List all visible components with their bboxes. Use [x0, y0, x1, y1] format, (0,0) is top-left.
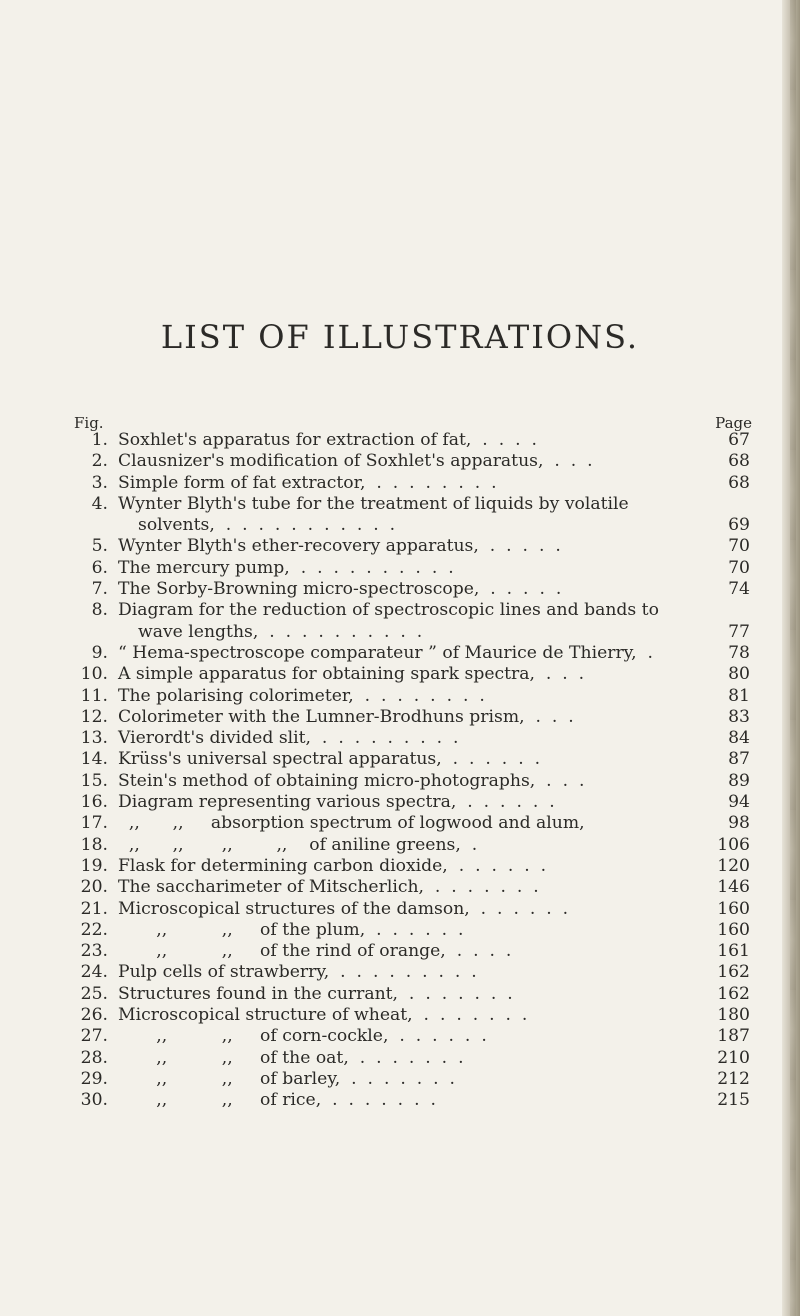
- figure-number: 20.: [80, 877, 108, 898]
- figure-number: 16.: [80, 792, 108, 813]
- figure-caption: Flask for determining carbon dioxide, . . . . . .: [118, 855, 547, 876]
- figure-caption: ,, ,, of rice, . . . . . . .: [118, 1090, 436, 1111]
- figure-number: 26.: [80, 1005, 108, 1026]
- page-number: 87: [728, 749, 750, 770]
- list-item: [74, 984, 750, 1005]
- figure-caption: Stein's method of obtaining micro-photographs, . . .: [118, 770, 585, 791]
- book-page-edge: [782, 0, 800, 1316]
- list-item: [74, 536, 750, 557]
- figure-number: 3.: [91, 472, 108, 493]
- figure-caption: The Sorby-Browning micro-spectroscope, . . . . .: [118, 579, 562, 600]
- figure-number: 27.: [80, 1026, 108, 1047]
- figure-caption: Krüss's universal spectral apparatus, . . . . . .: [118, 749, 541, 770]
- list-item: [74, 686, 750, 707]
- figure-number: 14.: [80, 749, 108, 770]
- figure-caption: Pulp cells of strawberry, . . . . . . . . .: [118, 962, 477, 983]
- figure-caption: Diagram for the reduction of spectroscopic lines and bands to: [118, 600, 659, 621]
- figure-number: 18.: [80, 834, 108, 855]
- page-number: 78: [728, 642, 750, 663]
- page-number: 84: [728, 728, 750, 749]
- page-number: 83: [728, 706, 750, 727]
- fig-column-header: Fig.: [74, 414, 104, 432]
- list-item: [74, 835, 750, 856]
- page-number: 74: [728, 579, 750, 600]
- page-number: 89: [728, 770, 750, 791]
- list-item: [74, 600, 750, 643]
- page-number: 215: [717, 1090, 750, 1111]
- figure-number: 28.: [80, 1047, 108, 1068]
- page-number: 161: [717, 941, 750, 962]
- list-item: [74, 473, 750, 494]
- figure-number: 24.: [80, 962, 108, 983]
- list-item: [74, 664, 750, 685]
- figure-caption: A simple apparatus for obtaining spark spectra, . . .: [118, 664, 585, 685]
- page-number: 162: [717, 962, 750, 983]
- figure-caption: The saccharimeter of Mitscherlich, . . . . . . .: [118, 877, 539, 898]
- illustrations-list: [74, 430, 750, 1112]
- figure-number: 23.: [80, 941, 108, 962]
- page-number: 160: [717, 898, 750, 919]
- page-column-header: Page: [715, 414, 752, 432]
- figure-caption: The mercury pump, . . . . . . . . . .: [118, 557, 454, 578]
- figure-number: 2.: [91, 451, 108, 472]
- figure-caption: ,, ,, absorption spectrum of logwood and alum,: [118, 813, 585, 834]
- list-item: [74, 877, 750, 898]
- list-item: [74, 920, 750, 941]
- figure-caption-continued: solvents, . . . . . . . . . . .: [138, 515, 396, 536]
- page-number: 81: [728, 685, 750, 706]
- figure-number: 12.: [80, 706, 108, 727]
- list-item: [74, 899, 750, 920]
- figure-number: 15.: [80, 770, 108, 791]
- figure-caption: ,, ,, ,, ,, of aniline greens, .: [118, 834, 478, 855]
- page-number: 210: [717, 1047, 750, 1068]
- list-item: [74, 792, 750, 813]
- figure-number: 4.: [91, 493, 108, 514]
- list-item: [74, 749, 750, 770]
- figure-number: 13.: [80, 728, 108, 749]
- figure-number: 17.: [80, 813, 108, 834]
- figure-number: 10.: [80, 664, 108, 685]
- figure-caption: Colorimeter with the Lumner-Brodhuns prism, . . .: [118, 706, 574, 727]
- page-number: 70: [728, 536, 750, 557]
- list-item: [74, 558, 750, 579]
- list-item: [74, 430, 750, 451]
- figure-number: 21.: [80, 898, 108, 919]
- list-item: [74, 856, 750, 877]
- list-item: [74, 451, 750, 472]
- page-number: 67: [728, 430, 750, 450]
- page-number: 160: [717, 919, 750, 940]
- figure-caption: Microscopical structures of the damson, . . . . . .: [118, 898, 569, 919]
- list-item: [74, 707, 750, 728]
- figure-number: 19.: [80, 855, 108, 876]
- list-item: [74, 494, 750, 537]
- page-number: 187: [717, 1026, 750, 1047]
- figure-number: 25.: [80, 983, 108, 1004]
- figure-number: 6.: [91, 557, 108, 578]
- figure-caption: “ Hema-spectroscope comparateur ” of Maurice de Thierry, .: [118, 642, 653, 663]
- figure-caption-continued: wave lengths, . . . . . . . . . .: [138, 621, 423, 642]
- figure-caption: ,, ,, of the plum, . . . . . .: [118, 919, 464, 940]
- page-title: LIST OF ILLUSTRATIONS.: [160, 318, 640, 356]
- list-item: [74, 728, 750, 749]
- figure-number: 8.: [91, 600, 108, 621]
- figure-number: 1.: [91, 430, 108, 450]
- page-number: 180: [717, 1005, 750, 1026]
- list-item: [74, 962, 750, 983]
- figure-caption: Wynter Blyth's tube for the treatment of liquids by volatile: [118, 493, 629, 514]
- list-item: [74, 813, 750, 834]
- figure-number: 7.: [91, 579, 108, 600]
- figure-caption: Vierordt's divided slit, . . . . . . . . .: [118, 728, 459, 749]
- figure-number: 11.: [80, 685, 108, 706]
- figure-caption: ,, ,, of the oat, . . . . . . .: [118, 1047, 464, 1068]
- figure-number: 30.: [80, 1090, 108, 1111]
- page-number: 106: [717, 834, 750, 855]
- figure-number: 22.: [80, 919, 108, 940]
- list-item: [74, 1048, 750, 1069]
- list-item: [74, 1005, 750, 1026]
- page-number: 120: [717, 855, 750, 876]
- page-number: 98: [728, 813, 750, 834]
- page-number: 146: [717, 877, 750, 898]
- page-number: 68: [728, 472, 750, 493]
- page-number: 70: [728, 557, 750, 578]
- list-item: [74, 1026, 750, 1047]
- figure-caption: Soxhlet's apparatus for extraction of fat, . . . .: [118, 430, 537, 450]
- page-number: 94: [728, 792, 750, 813]
- figure-caption: Microscopical structure of wheat, . . . . . . .: [118, 1005, 528, 1026]
- list-item: [74, 771, 750, 792]
- page-number: 162: [717, 983, 750, 1004]
- figure-caption: Wynter Blyth's ether-recovery apparatus, . . . . .: [118, 536, 561, 557]
- figure-caption: ,, ,, of corn-cockle, . . . . . .: [118, 1026, 487, 1047]
- figure-caption: Structures found in the currant, . . . . . . .: [118, 983, 513, 1004]
- figure-caption: Diagram representing various spectra, . . . . . .: [118, 792, 555, 813]
- figure-number: 29.: [80, 1068, 108, 1089]
- page-number: 212: [717, 1068, 750, 1089]
- figure-number: 9.: [91, 642, 108, 663]
- page-number: 77: [728, 621, 750, 642]
- page-number: 80: [728, 664, 750, 685]
- page-number: 68: [728, 451, 750, 472]
- figure-number: 5.: [91, 536, 108, 557]
- list-item: [74, 941, 750, 962]
- list-item: [74, 643, 750, 664]
- figure-caption: Clausnizer's modification of Soxhlet's apparatus, . . .: [118, 451, 593, 472]
- figure-caption: The polarising colorimeter, . . . . . . . .: [118, 685, 485, 706]
- figure-caption: ,, ,, of barley, . . . . . . .: [118, 1068, 455, 1089]
- list-item: [74, 1090, 750, 1111]
- figure-caption: Simple form of fat extractor, . . . . . . . .: [118, 472, 497, 493]
- page-number: 69: [728, 515, 750, 536]
- list-item: [74, 579, 750, 600]
- list-item: [74, 1069, 750, 1090]
- figure-caption: ,, ,, of the rind of orange, . . . .: [118, 941, 512, 962]
